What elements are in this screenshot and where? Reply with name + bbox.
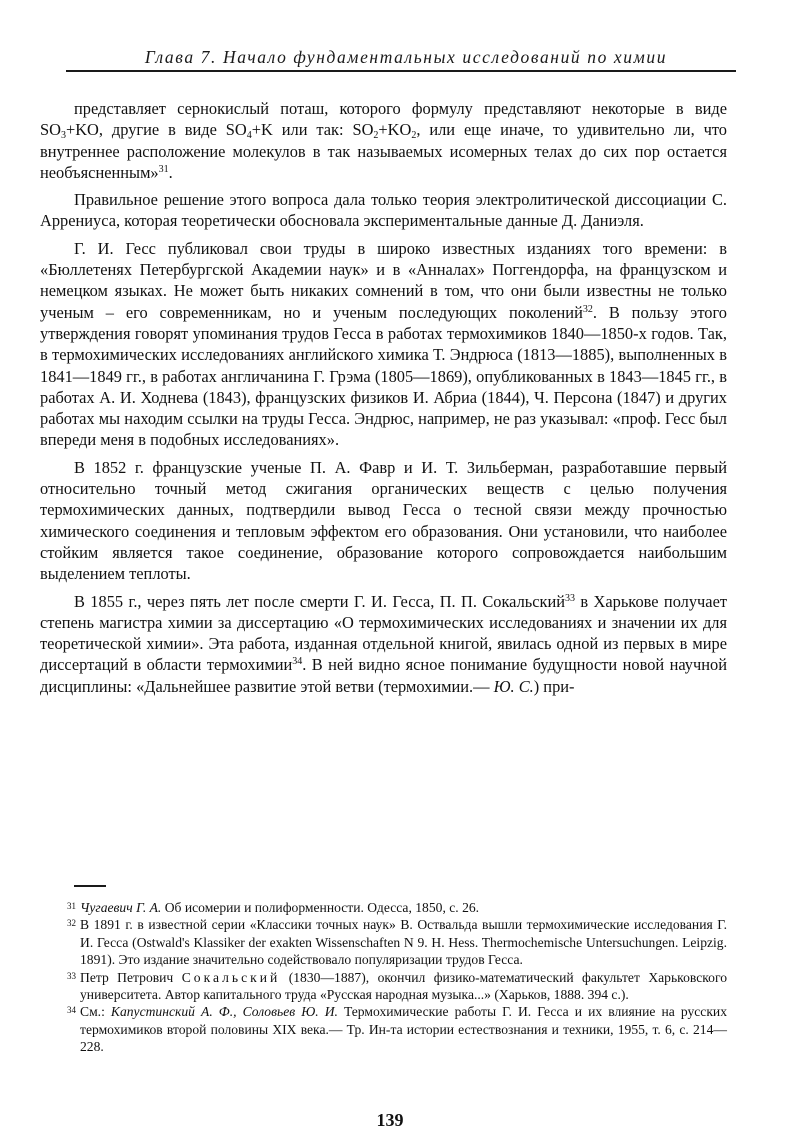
footnote-ref: 34 (292, 656, 303, 668)
text-run: Термохимические работы Г. И. Гесса и их влияние на русских термохимиков второй половины XIX века.— Тр. Ин-та истории естествознания и техники, 1955, т. 6, с. 214—228. (80, 1004, 727, 1055)
footnote-text (80, 969, 727, 1004)
text-run: Чугаевич Г. А. (80, 900, 162, 915)
footnote (62, 916, 727, 968)
text-run: Г. И. Гесс публиковал свои труды в широко известных изданиях того времени: в «Бюллетенях Петербургской Академии наук» и в «Анналах» Поггендорфа, на французском и немецком языках. Не может быть никаких сомнений в том, что они были известны не только ученым – его современникам, но и ученым последующих поколений (40, 238, 727, 322)
text-run: В 1891 г. в известной серии «Классики точных наук» В. Оствальда вышли термохимические исследования Г. И. Гесса (Ostwald's Klassiker der exakten Wissenschaften N 9. H. Hess. Thermochemische Untersuchungen. Leipzig. 1891). Это издание значительно содействовало популяризации трудов Гесса. (80, 917, 727, 968)
footnote-ref: 31 (158, 163, 169, 175)
text-run: В 1855 г., через пять лет после смерти Г. И. Гесса, П. П. Сокальский (74, 591, 566, 611)
footnote-mark: 33 (67, 970, 76, 981)
text-run: Правильное решение этого вопроса дала только теория электролитической диссоциации С. Аррениуса, которая теоретически обосновала экспериментальные данные Д. Даниэля. (40, 190, 727, 231)
text-run: . В пользу этого утверждения говорят упоминания трудов Гесса в работах термохимиков 1840—1850-х годов. Так, в термохимических исследованиях английского химика Т. Эндрюса (1813—1885), выполненных в 1841—1849 гг., в работах англичанина Г. Грэма (1805—1869), опубликованных в 1843—1845 гг., в работах А. И. Ходнева (1843), французских физиков И. Абриа (1844), Ч. Персона (1847) и других работах мы находим ссылки на труды Гесса. Эндрюс, например, не раз указывал: «проф. Гесс был впереди меня в подобных исследованиях». (40, 302, 727, 450)
text-run: +KO (378, 120, 412, 140)
text-run: В 1852 г. французские ученые П. А. Фавр и И. Т. Зильберман, разработавшие первый относительно точный метод сжигания органических веществ с целью получения термохимических данных, подтвердили вывод Гесса о тесной связи между прочностью химического соединения и тепловым эффектом его образования. Они установили, что наиболее стойким является такое соединение, образование которого сопровождается наибольшим выделением теплоты. (40, 457, 727, 584)
text-run: ) при- (533, 676, 575, 696)
main-text (40, 98, 727, 697)
footnote-text (80, 916, 727, 968)
text-run: Сокальский (181, 969, 281, 985)
footnote (62, 969, 727, 1004)
footnote (62, 1003, 727, 1055)
text-run: Петр Петрович (80, 969, 182, 985)
footnote-mark: 31 (67, 901, 76, 911)
footnote (62, 899, 727, 916)
text-run: . В ней видно ясное понимание будущности новой научной дисциплины: «Дальнейшее развитие этой ветви (термохимии.— (40, 655, 727, 696)
footnote-mark: 34 (67, 1005, 76, 1016)
paragraph (40, 238, 727, 451)
text-run: Капустинский А. Ф., Соловьев Ю. И. (110, 1004, 338, 1020)
footnote-ref: 33 (565, 592, 576, 604)
paragraph (40, 591, 727, 697)
footnote-text (80, 899, 727, 916)
text-run: См.: (80, 1004, 111, 1020)
text-run: (1830—1887), окончил физико-математический факультет Харьковского университета. Автор капитального труда «Русская народная музыка...» (Харьков, 1888. 394 с.). (80, 969, 727, 1003)
text-run: Об исомерии и полиформенности. Одесса, 1850, с. 26. (161, 900, 480, 915)
subscript: 4 (246, 130, 252, 142)
footnote-ref: 32 (582, 303, 593, 315)
running-header: Глава 7. Начало фундаментальных исследований по химии (144, 47, 668, 67)
header-rule (66, 70, 736, 72)
footnotes (62, 899, 727, 1056)
paragraph (40, 98, 727, 183)
text-run: . (168, 162, 173, 182)
text-run: представляет сернокислый поташ, которого формулу представляют некоторые в виде SO (40, 99, 727, 140)
paragraph (40, 189, 727, 232)
text-run: +K или так: SO (251, 120, 374, 140)
footnote-text (80, 1003, 727, 1055)
subscript: 2 (411, 130, 417, 142)
footnote-separator (74, 885, 106, 887)
text-run: в Харькове получает степень магистра химии за диссертацию «О термохимических исследованиях и значении их для теоретической химии». Эта работа, изданная отдельной книгой, явилась одной из первых в мире диссертаций в области термохимии (40, 591, 728, 675)
text-run: , или еще иначе, то удивительно ли, что внутреннее расположение молекулов в так называемых исомерных телах до сих пор остается необъясненным» (40, 120, 727, 182)
paragraph (40, 457, 727, 585)
subscript: 3 (60, 130, 66, 142)
page-number: 139 (376, 1110, 404, 1130)
footnote-mark: 32 (67, 918, 76, 929)
subscript: 2 (373, 130, 379, 142)
text-run: Ю. С. (493, 676, 534, 696)
text-run: +KO, другие в виде SO (65, 120, 247, 140)
